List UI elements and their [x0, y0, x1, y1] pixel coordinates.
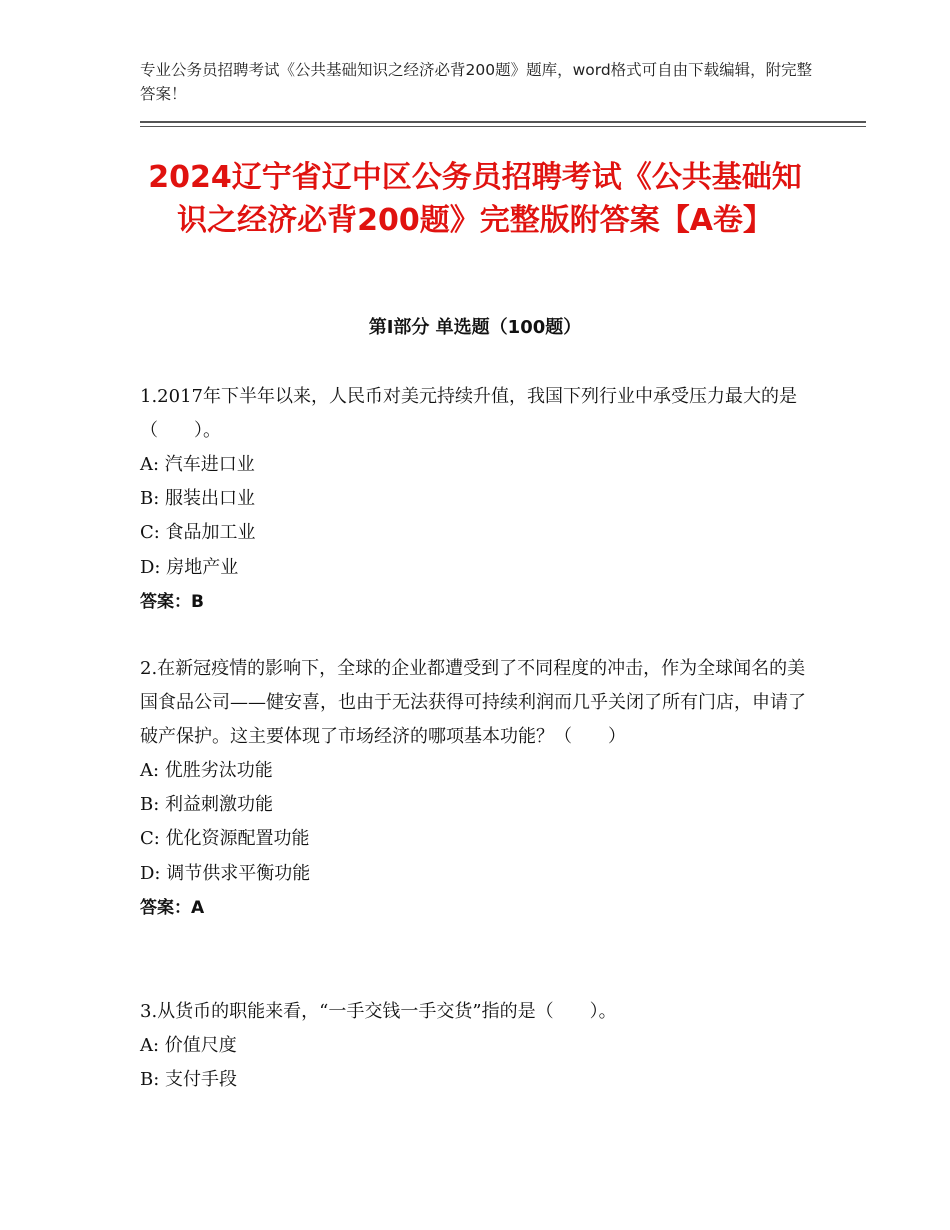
question-1: [140, 380, 810, 619]
question-stem: 1.2017年下半年以来，人民币对美元持续升值，我国下列行业中承受压力最大的是（ ）。: [140, 386, 797, 441]
document-title: 2024辽宁省辽中区公务员招聘考试《公共基础知识之经济必背200题》完整版附答案【A卷】: [148, 160, 802, 238]
question-stem: 2.在新冠疫情的影响下，全球的企业都遭受到了不同程度的冲击，作为全球闻名的美国食品公司——健安喜，也由于无法获得可持续利润而几乎关闭了所有门店，申请了破产保护。这主要体现了市场经济的哪项基本功能？（ ）: [140, 658, 806, 747]
option-b: B: 利益刺激功能: [140, 794, 274, 816]
option-b: B: 服装出口业: [140, 488, 256, 510]
option-c: C: 食品加工业: [140, 522, 256, 544]
question-stem: 3.从货币的职能来看，“一手交钱一手交货”指的是（ ）。: [140, 1001, 617, 1022]
option-a: A: 价值尺度: [140, 1035, 237, 1056]
option-a: A: 优胜劣汰功能: [140, 760, 273, 781]
option-d: D: 调节供求平衡功能: [140, 862, 311, 884]
option-list: [140, 1029, 810, 1097]
question-2: [140, 652, 810, 925]
option-a: A: 汽车进口业: [140, 454, 255, 475]
header-note: 专业公务员招聘考试《公共基础知识之经济必背200题》题库，word格式可自由下载编辑，附完整答案！: [140, 61, 813, 103]
answer-line: 答案：B: [140, 591, 204, 612]
header-divider-thick: [140, 121, 866, 123]
section-title: 第I部分 单选题（100题）: [368, 317, 582, 338]
answer-line: 答案：A: [140, 897, 205, 918]
header-divider-thin: [140, 126, 866, 127]
option-b: B: 支付手段: [140, 1069, 238, 1091]
question-3: [140, 995, 810, 1097]
option-list: [140, 448, 810, 585]
option-list: [140, 754, 810, 891]
option-c: C: 优化资源配置功能: [140, 828, 310, 850]
option-d: D: 房地产业: [140, 556, 239, 578]
